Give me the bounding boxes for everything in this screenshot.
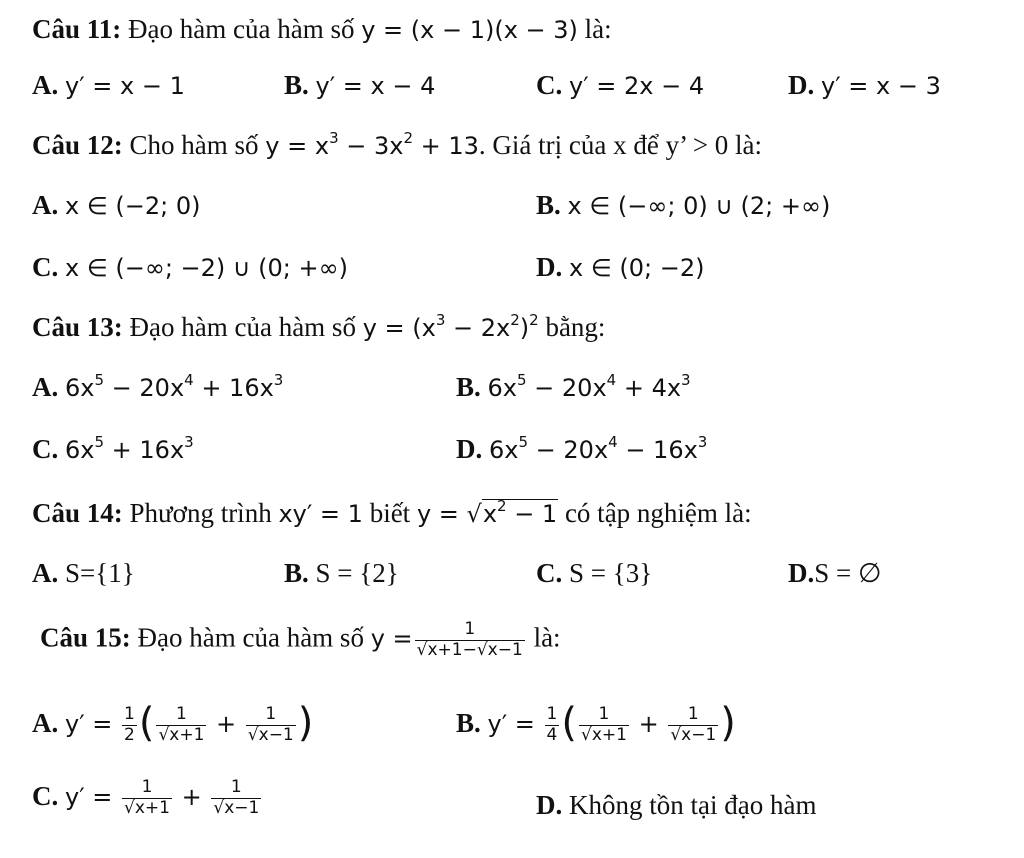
option-content: x ∈ (−∞; 0) ∪ (2; +∞) xyxy=(567,192,831,220)
option-letter: D. xyxy=(456,434,483,464)
question-text-tail: bằng: xyxy=(538,312,606,342)
question-fraction: $\frac{1}{√x+1-√x-1}$ xyxy=(416,619,523,660)
option-b[interactable] xyxy=(284,70,435,101)
option-letter: B. xyxy=(284,70,309,100)
option-letter: C. xyxy=(32,781,59,812)
option-d[interactable] xyxy=(536,252,704,283)
option-letter: D. xyxy=(536,252,563,282)
option-b[interactable] xyxy=(456,700,736,746)
question-text: Đạo hàm của hàm số xyxy=(121,14,362,44)
option-letter: A. xyxy=(32,558,59,588)
question-text-tail: . Giá trị của x để y’ > 0 là: xyxy=(478,130,763,160)
option-content: S = {3} xyxy=(569,558,653,588)
question-text-mid: biết xyxy=(362,498,417,528)
question-formula: $y = (x^3 - 2x^2)^2$ xyxy=(362,311,539,342)
option-content: y′ = x − 4 xyxy=(315,72,436,100)
option-content: x ∈ (−2; 0) xyxy=(65,192,201,220)
question-label: Câu 12: xyxy=(32,130,123,160)
option-content: y′ = 2x − 4 xyxy=(569,72,705,100)
option-c[interactable] xyxy=(536,70,704,101)
question-14 xyxy=(32,498,752,529)
question-formula: $y = x^3 - 3x^2 + 13$ xyxy=(265,129,479,160)
question-label: Câu 11: xyxy=(32,14,122,44)
question-label: Câu 14: xyxy=(32,498,123,528)
question-text: Cho hàm số xyxy=(122,130,266,160)
option-content: S = ∅ xyxy=(814,558,882,588)
option-content: $6x^5 - 20x^4 - 16x^3$ xyxy=(489,433,708,464)
option-letter: C. xyxy=(536,558,563,588)
option-content: $6x^5 + 16x^3$ xyxy=(65,433,194,464)
question-formula: y = xyxy=(370,624,413,653)
question-formula-2: $y = √x^2 - 1$ xyxy=(416,497,558,528)
option-content: x ∈ (0; −2) xyxy=(569,254,705,282)
option-content: y′ = x − 3 xyxy=(821,72,941,100)
question-text-tail: là: xyxy=(526,622,561,653)
question-text: Đạo hàm của hàm số xyxy=(130,622,371,653)
option-letter: B. xyxy=(284,558,309,588)
option-c[interactable] xyxy=(32,434,194,465)
question-13 xyxy=(32,312,605,343)
option-letter: C. xyxy=(536,70,563,100)
question-11 xyxy=(32,14,612,45)
option-b[interactable] xyxy=(456,372,691,403)
option-b[interactable] xyxy=(284,558,399,589)
question-text: Phương trình xyxy=(122,498,279,528)
question-label: Câu 15: xyxy=(40,622,131,653)
option-content: S = {2} xyxy=(315,558,399,588)
option-letter: C. xyxy=(32,434,59,464)
option-d[interactable] xyxy=(788,558,882,589)
question-formula: y = (x − 1)(x − 3) xyxy=(361,16,578,44)
option-c[interactable] xyxy=(32,778,263,818)
option-a[interactable] xyxy=(32,190,200,221)
option-letter: A. xyxy=(32,190,59,220)
option-content: y′ = $\frac{1}{4}$ ( $\frac{1}{√x+1}$ + $\frac{1}{√x-1}$ ) xyxy=(487,700,736,746)
option-b[interactable] xyxy=(536,190,830,221)
option-content: $6x^5 - 20x^4 + 16x^3$ xyxy=(65,371,284,402)
option-letter: D. xyxy=(788,70,815,100)
option-letter: A. xyxy=(32,708,59,738)
option-content: x ∈ (−∞; −2) ∪ (0; +∞) xyxy=(65,254,348,282)
question-text: Đạo hàm của hàm số xyxy=(122,312,363,342)
option-content: y′ = $\frac{1}{√x+1}$ + $\frac{1}{√x-1}$ xyxy=(65,777,260,818)
question-12 xyxy=(32,130,762,161)
option-c[interactable] xyxy=(32,252,348,283)
option-letter: D. xyxy=(536,790,563,820)
option-letter: A. xyxy=(32,372,59,402)
option-a[interactable] xyxy=(32,558,135,589)
question-formula-1: xy′ = 1 xyxy=(278,500,363,528)
option-letter: B. xyxy=(456,372,481,402)
option-letter: A. xyxy=(32,70,59,100)
option-a[interactable] xyxy=(32,372,283,403)
option-a[interactable] xyxy=(32,700,313,746)
option-content: S={1} xyxy=(65,558,135,588)
option-a[interactable] xyxy=(32,70,185,101)
option-letter: B. xyxy=(536,190,561,220)
question-text-tail: là: xyxy=(577,14,612,44)
option-d[interactable] xyxy=(788,70,941,101)
question-label: Câu 13: xyxy=(32,312,123,342)
option-d[interactable] xyxy=(536,790,816,821)
option-content: Không tồn tại đạo hàm xyxy=(569,790,817,820)
question-15 xyxy=(40,620,561,660)
option-letter: B. xyxy=(456,708,481,738)
option-letter: C. xyxy=(32,252,59,282)
question-text-tail: có tập nghiệm là: xyxy=(558,498,752,528)
option-content: y′ = x − 1 xyxy=(65,72,185,100)
option-content: y′ = $\frac{1}{2}$ ( $\frac{1}{√x+1}$ + $\frac{1}{√x-1}$ ) xyxy=(65,700,314,746)
option-c[interactable] xyxy=(536,558,652,589)
option-content: $6x^5 - 20x^4 + 4x^3$ xyxy=(487,371,691,402)
option-d[interactable] xyxy=(456,434,707,465)
option-letter: D. xyxy=(788,558,815,588)
